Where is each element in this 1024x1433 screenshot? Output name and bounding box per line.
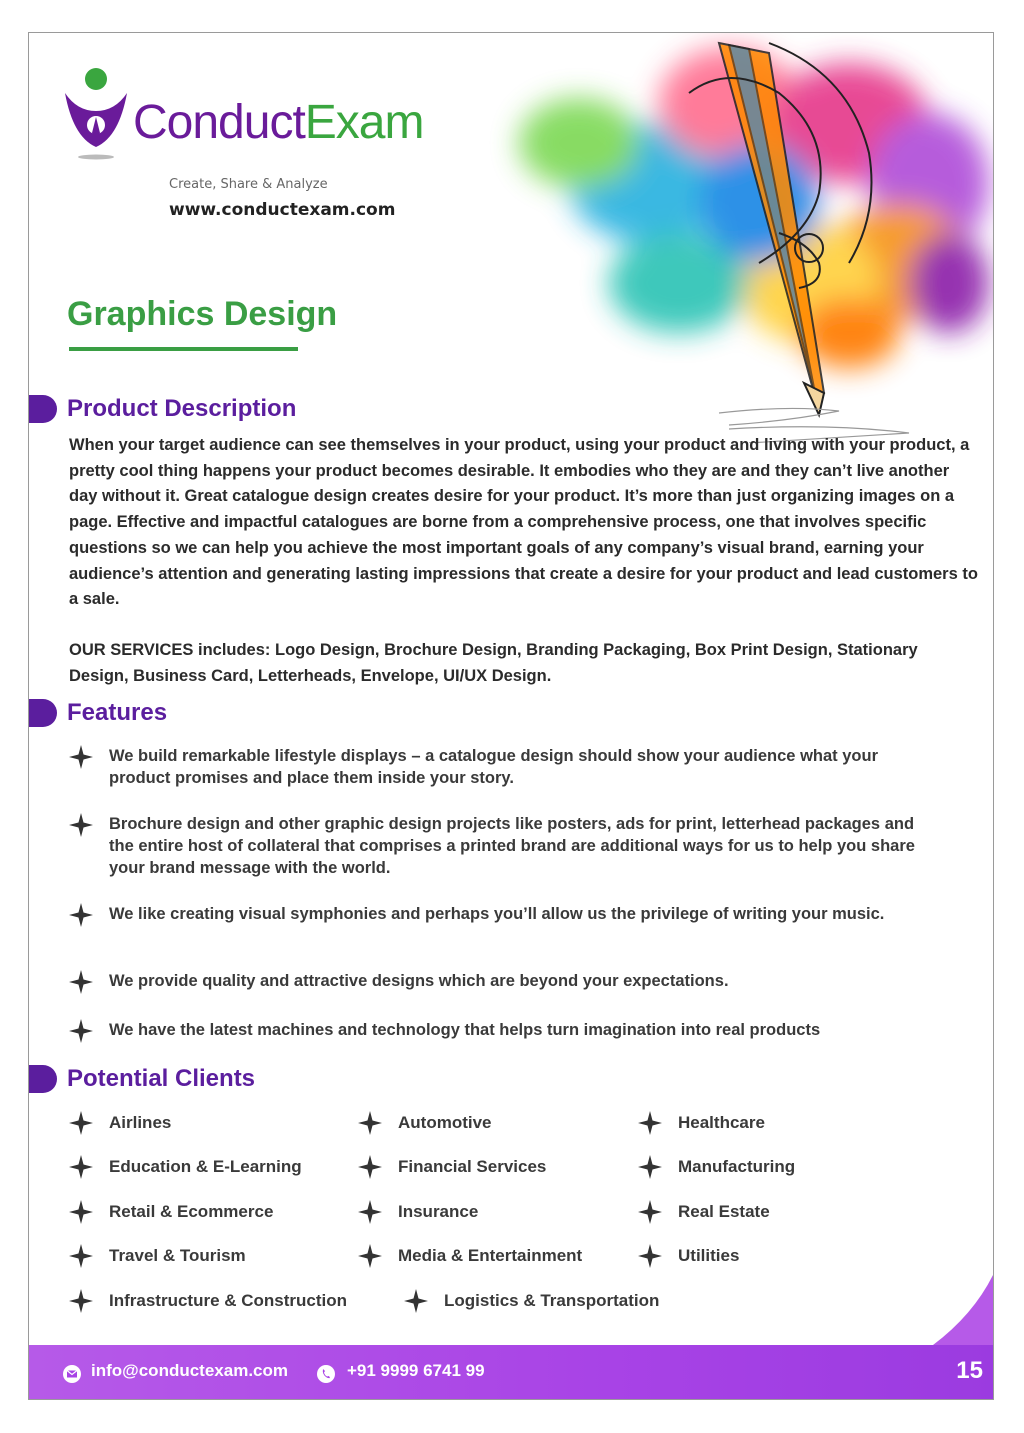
four-point-star-icon xyxy=(638,1244,662,1268)
footer-phone[interactable]: +91 9999 6741 99 xyxy=(347,1361,485,1380)
client-label: Infrastructure & Construction xyxy=(109,1291,348,1310)
brand-name-part1: Conduct xyxy=(133,96,305,149)
footer-bar xyxy=(29,1345,994,1399)
heading-tab-marker xyxy=(29,699,57,727)
feature-text: Brochure design and other graphic design projects like posters, ads for print, letterhead packages and the entire host of collateral that comprises a printed brand are additional ways for us to help you share your brand message with the world. xyxy=(109,815,915,877)
four-point-star-icon xyxy=(638,1111,662,1135)
brand-website: www.conductexam.com xyxy=(169,200,396,220)
four-point-star-icon xyxy=(69,1019,93,1043)
client-label: Real Estate xyxy=(678,1202,770,1221)
features-label: Features xyxy=(67,699,168,726)
four-point-star-icon xyxy=(404,1289,428,1313)
four-point-star-icon xyxy=(358,1155,382,1179)
four-point-star-icon xyxy=(69,1244,93,1268)
client-label: Media & Entertainment xyxy=(398,1246,583,1265)
client-label: Airlines xyxy=(109,1113,172,1132)
four-point-star-icon xyxy=(358,1200,382,1224)
client-label: Utilities xyxy=(678,1246,740,1265)
brochure-page xyxy=(28,32,994,1400)
feature-text: We provide quality and attractive designs which are beyond your expectations. xyxy=(109,972,729,990)
four-point-star-icon xyxy=(69,970,93,994)
client-label: Insurance xyxy=(398,1202,479,1221)
heading-tab-marker xyxy=(29,395,57,423)
four-point-star-icon xyxy=(69,1289,93,1313)
footer-corner-accent xyxy=(933,1275,993,1345)
client-label: Manufacturing xyxy=(678,1157,796,1176)
client-label: Education & E-Learning xyxy=(109,1157,302,1176)
four-point-star-icon xyxy=(69,903,93,927)
four-point-star-icon xyxy=(69,1155,93,1179)
phone-icon xyxy=(317,1365,335,1383)
four-point-star-icon xyxy=(638,1155,662,1179)
envelope-icon xyxy=(63,1365,81,1383)
four-point-star-icon xyxy=(358,1111,382,1135)
services-text: OUR SERVICES includes: Logo Design, Brochure Design, Branding Packaging, Box Print Design, Stationary Design, Business Card, Letterheads, Envelope, UI/UX Design. xyxy=(69,641,918,685)
potential-clients-label: Potential Clients xyxy=(67,1065,256,1092)
four-point-star-icon xyxy=(69,1200,93,1224)
client-label: Automotive xyxy=(398,1113,492,1132)
product-description-label: Product Description xyxy=(67,395,297,422)
page-title: Graphics Design xyxy=(67,295,338,333)
four-point-star-icon xyxy=(638,1200,662,1224)
brand-name xyxy=(133,96,424,149)
logo-mark-icon xyxy=(63,67,129,163)
page-number: 15 xyxy=(956,1357,983,1384)
product-description-text: When your target audience can see themselves in your product, using your product and living with your product, a pretty cool thing happens your product becomes desirable. It embodies who they are and they can’t live another day without it. Great catalogue design creates desire for your product. It’s more than just organizing images on a page. Effective and impactful catalogues are borne from a comprehensive process, one that involves specific questions so we can help you achieve the most important goals of any company’s visual brand, earning your audience’s attention and generating lasting impressions that create a desire for your product and lead customers to a sale. xyxy=(69,436,978,609)
title-underline xyxy=(69,347,298,351)
feature-text: We like creating visual symphonies and perhaps you’ll allow us the privilege of writing your music. xyxy=(109,905,885,923)
feature-text: We have the latest machines and technology that helps turn imagination into real products xyxy=(109,1021,821,1039)
brand-logo xyxy=(63,67,483,220)
heading-tab-marker xyxy=(29,1065,57,1093)
brand-name-part2: Exam xyxy=(304,96,424,149)
four-point-star-icon xyxy=(358,1244,382,1268)
client-label: Healthcare xyxy=(678,1113,765,1132)
color-splash-pencil-illustration xyxy=(429,33,994,443)
brand-tagline: Create, Share & Analyze xyxy=(169,177,328,192)
four-point-star-icon xyxy=(69,1111,93,1135)
client-label: Travel & Tourism xyxy=(109,1246,246,1265)
four-point-star-icon xyxy=(69,813,93,837)
footer-email[interactable]: info@conductexam.com xyxy=(91,1361,288,1380)
feature-text: We build remarkable lifestyle displays – a catalogue design should show your audience what your product promises and place them inside your story. xyxy=(109,747,878,787)
client-label: Financial Services xyxy=(398,1157,547,1176)
four-point-star-icon xyxy=(69,745,93,769)
client-label: Retail & Ecommerce xyxy=(109,1202,274,1221)
client-label: Logistics & Transportation xyxy=(444,1291,660,1310)
